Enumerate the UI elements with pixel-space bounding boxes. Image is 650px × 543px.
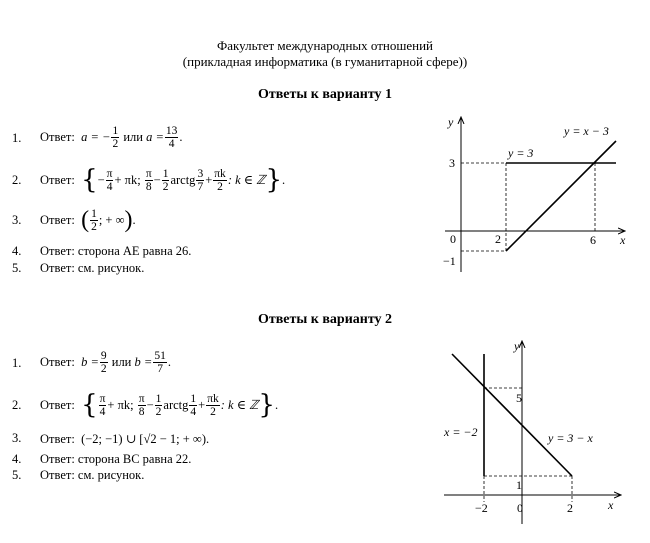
variant2-answer-2: Ответ: { $\frac{\pi}{4}$ + πk; $\frac{\pi}{8}$ − $\frac{1}{2}$ arctg $\frac{1}{4}$ + $\frac{\pi k}{2}$ : k ∈ ℤ } . bbox=[40, 390, 279, 420]
variant1-answer-5: Ответ: см. рисунок. bbox=[40, 261, 145, 275]
answer-number: 1. bbox=[12, 131, 22, 145]
tick-label: 1 bbox=[516, 478, 522, 492]
x-axis-label: x bbox=[608, 498, 614, 512]
tick-label: 0 bbox=[450, 232, 456, 246]
faculty-title: Факультет международных отношений bbox=[216, 38, 434, 53]
line-label: y = 3 − x bbox=[548, 431, 593, 445]
answer-number: 4. bbox=[12, 452, 22, 466]
line-label: y = x − 3 bbox=[564, 124, 609, 138]
x-axis-label: x bbox=[620, 233, 626, 247]
variant1-answer-2: Ответ: { − $\frac{\pi}{4}$ + πk; $\frac{\pi}{8}$ − $\frac{1}{2}$ arctg $\frac{3}{7}$ + $\frac{\pi k}{2}$ : k ∈ ℤ } . bbox=[40, 165, 286, 195]
tick-label: 5 bbox=[516, 391, 522, 405]
variant2-answer-3: Ответ: (−2; −1) ∪ [√2 − 1; + ∞). bbox=[40, 432, 210, 446]
variant2-answer-5: Ответ: см. рисунок. bbox=[40, 468, 145, 482]
program-subtitle: (прикладная информатика (в гуманитарной сфере)) bbox=[182, 54, 468, 69]
vline-label: x = −2 bbox=[444, 425, 478, 439]
tick-label: 2 bbox=[567, 501, 573, 515]
line-y-3-x bbox=[452, 354, 572, 476]
answer-number: 1. bbox=[12, 356, 22, 370]
variant1-graph bbox=[440, 112, 630, 280]
variant1-answer-3: Ответ: ( $\frac{1}{2}$ ; + ∞ ) . bbox=[40, 207, 136, 233]
tick-label: 6 bbox=[590, 233, 596, 247]
y-axis-label: y bbox=[514, 339, 520, 353]
tick-label: −2 bbox=[475, 501, 488, 515]
variant2-answer-4: Ответ: сторона BC равна 22. bbox=[40, 452, 192, 466]
answer-number: 3. bbox=[12, 213, 22, 227]
variant1-title: Ответы к варианту 1 bbox=[257, 87, 393, 102]
answer-number: 2. bbox=[12, 173, 22, 187]
tick-label: −1 bbox=[443, 254, 456, 268]
variant2-title: Ответы к варианту 2 bbox=[257, 312, 393, 327]
variant2-graph bbox=[440, 336, 630, 526]
variant1-answer-4: Ответ: сторона AE равна 26. bbox=[40, 244, 192, 258]
answer-number: 5. bbox=[12, 261, 22, 275]
answer-number: 5. bbox=[12, 468, 22, 482]
hline-label: y = 3 bbox=[508, 146, 534, 160]
tick-label: 3 bbox=[449, 156, 455, 170]
y-axis-label: y bbox=[448, 115, 454, 129]
variant1-answer-1: Ответ: a = − $\frac{1}{2}$ или a = $\frac{13}{4}$ . bbox=[40, 124, 183, 150]
tick-label: 0 bbox=[517, 501, 523, 515]
tick-label: 2 bbox=[495, 232, 501, 246]
answer-number: 4. bbox=[12, 244, 22, 258]
answer-number: 3. bbox=[12, 431, 22, 445]
answer-number: 2. bbox=[12, 398, 22, 412]
variant2-answer-1: Ответ: b = $\frac{9}{2}$ или b = $\frac{51}{7}$ . bbox=[40, 349, 171, 375]
